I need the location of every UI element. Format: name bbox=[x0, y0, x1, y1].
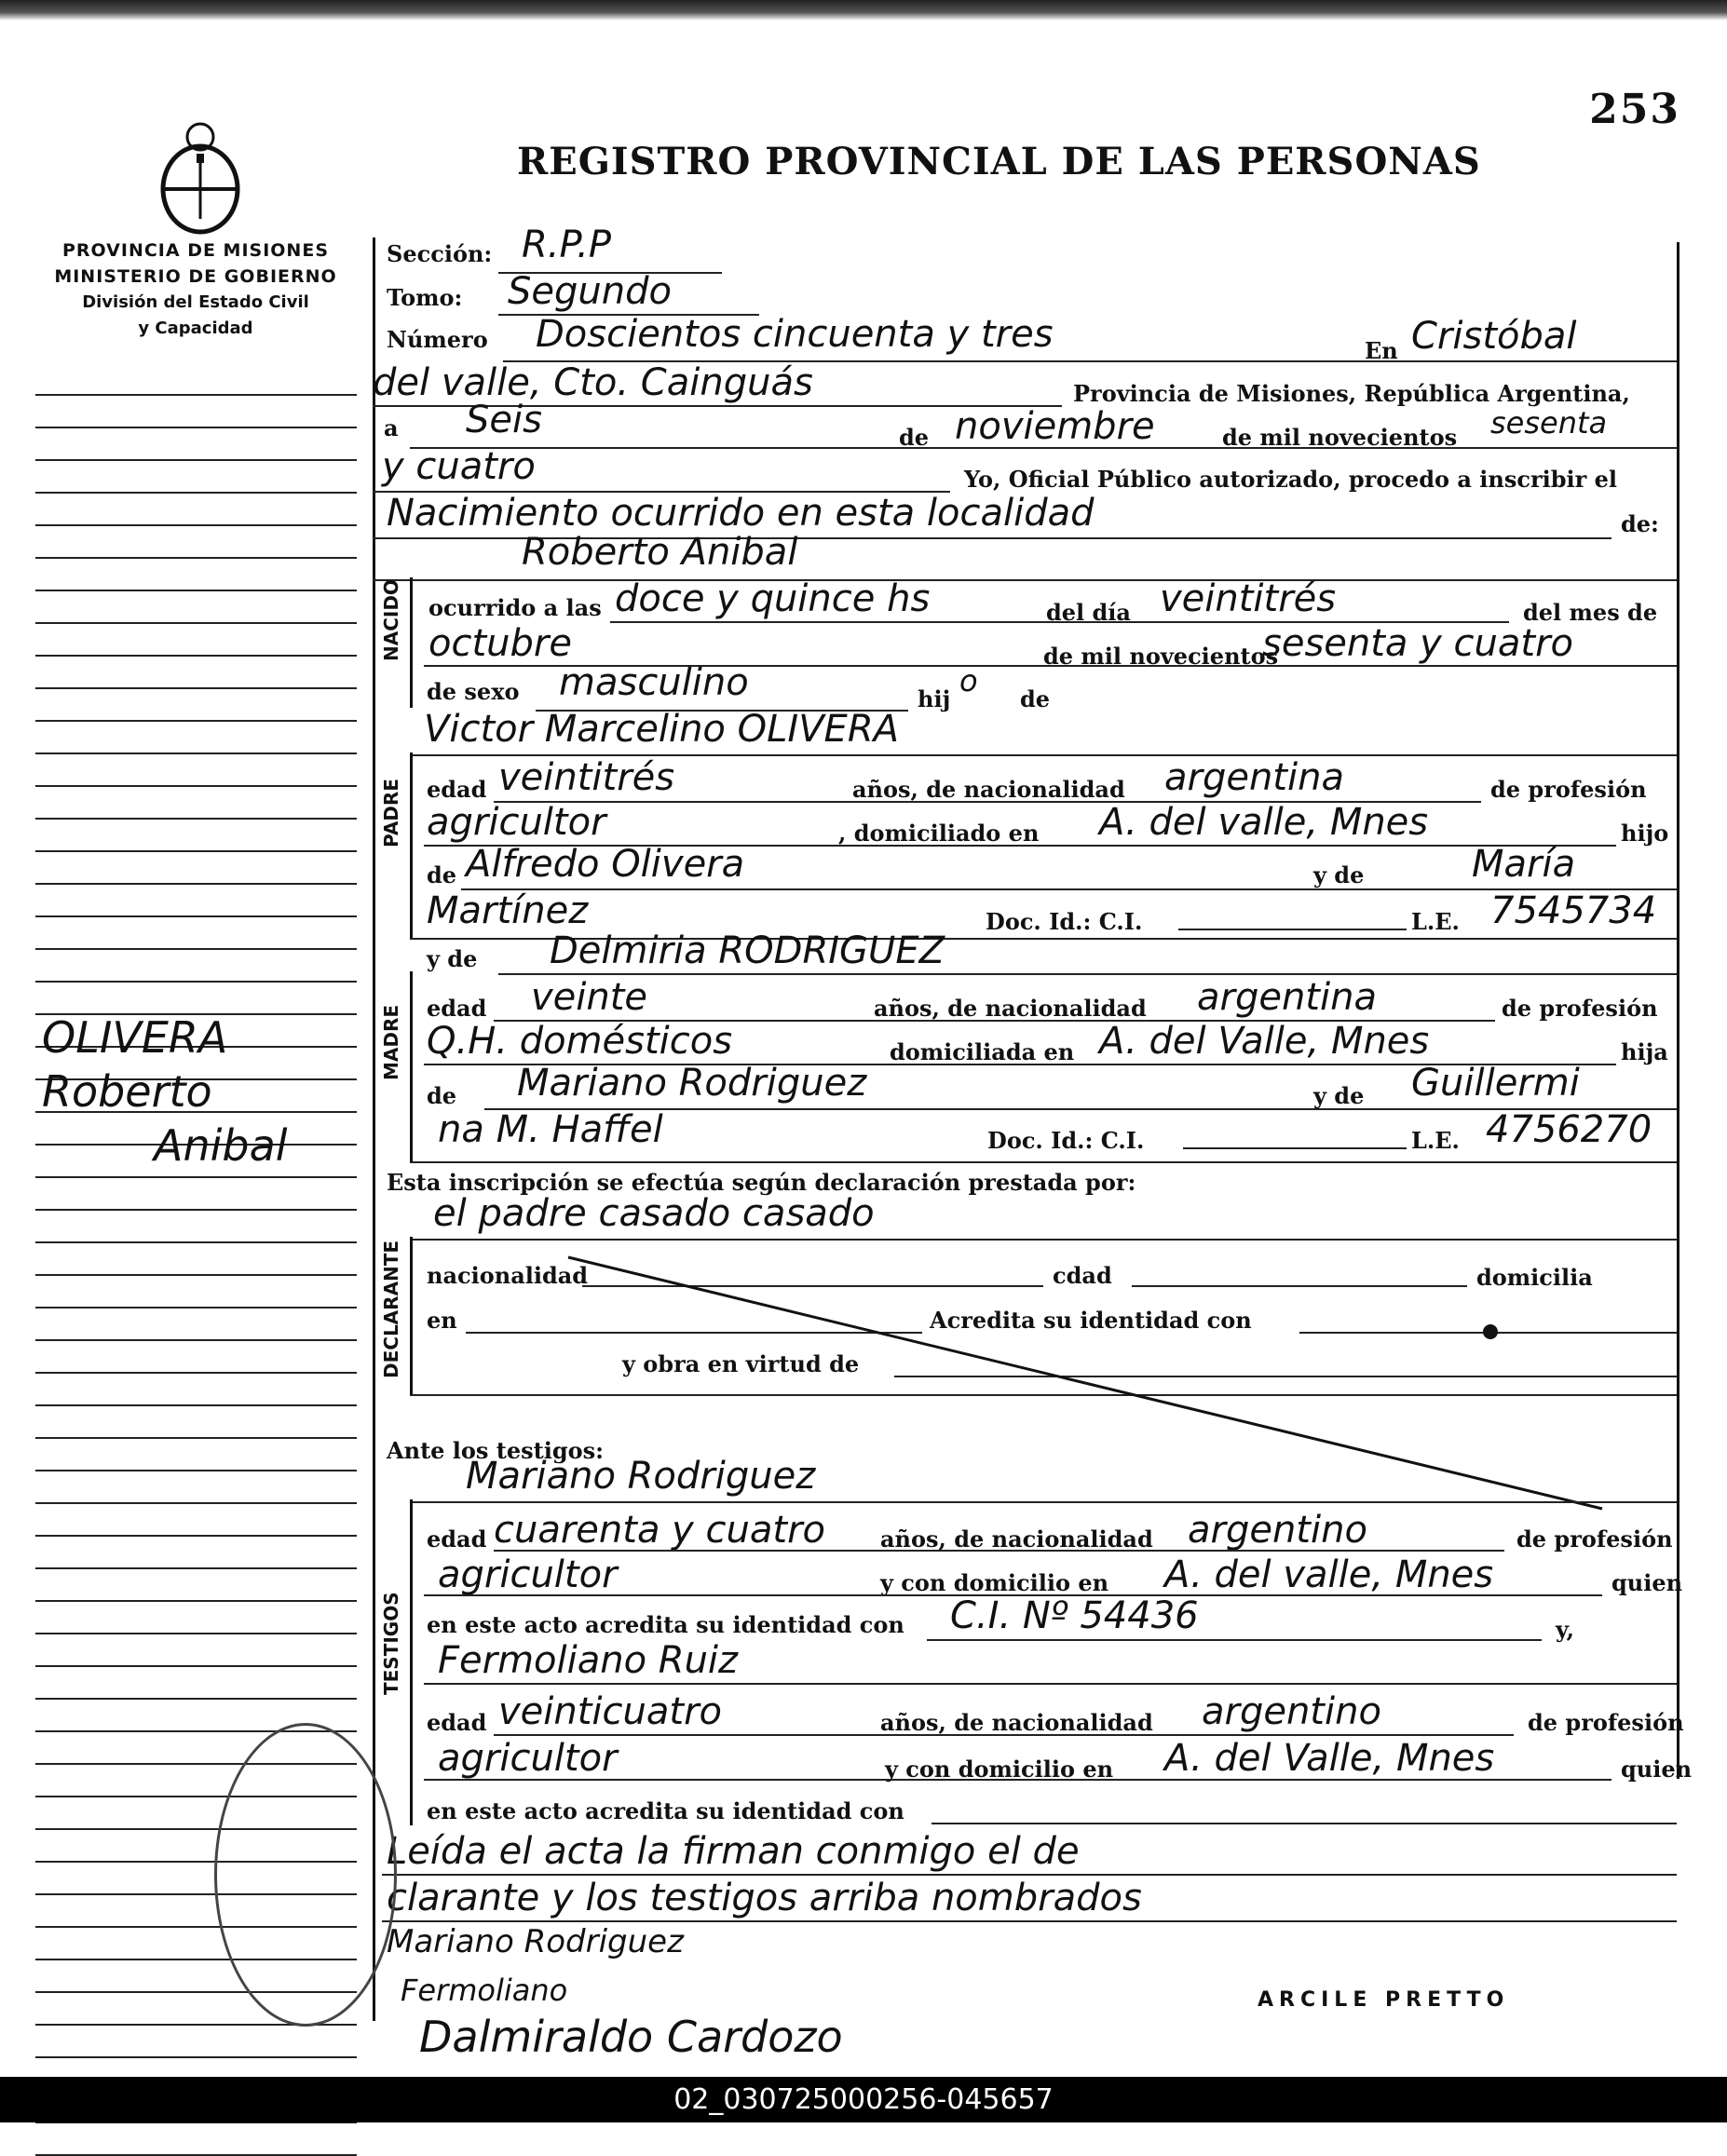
value-t2-nac: argentino bbox=[1202, 1690, 1381, 1733]
label-de-mil2: de mil novecientos bbox=[1043, 643, 1279, 670]
margin-rule-line bbox=[35, 1667, 357, 1700]
value-sexo: masculino bbox=[559, 661, 749, 704]
value-anio-nac: sesenta y cuatro bbox=[1262, 622, 1574, 665]
official-stamp-text: ARCILE PRETTO bbox=[1258, 1988, 1510, 2012]
label-y-de-madre: y de bbox=[427, 945, 478, 972]
label-edad-t2: edad bbox=[427, 1709, 487, 1736]
margin-rule-line bbox=[35, 1537, 357, 1569]
label-hija: hija bbox=[1621, 1038, 1668, 1065]
value-padre-y-de: María bbox=[1472, 843, 1576, 886]
value-madre-y-de2: na M. Haffel bbox=[438, 1108, 663, 1151]
org-line-2: MINISTERIO DE GOBIERNO bbox=[54, 266, 337, 287]
label-domiciliada: domiciliada en bbox=[890, 1038, 1075, 1065]
label-nacionalidad: nacionalidad bbox=[427, 1262, 589, 1289]
margin-rule-line bbox=[35, 526, 357, 559]
label-de-madre: de bbox=[427, 1082, 457, 1109]
label-doc-id: Doc. Id.: C.I. bbox=[986, 908, 1143, 935]
line bbox=[410, 1499, 1677, 1503]
value-mes-nac: octubre bbox=[428, 622, 572, 665]
line bbox=[498, 971, 1677, 975]
label-y-de-madre2: y de bbox=[1313, 1082, 1365, 1109]
form-frame-right bbox=[1677, 242, 1679, 1779]
margin-rule-line bbox=[35, 1309, 357, 1341]
value-madre-dom: A. del Valle, Mnes bbox=[1099, 1020, 1430, 1063]
line bbox=[927, 1637, 1542, 1641]
value-madre-nac: argentina bbox=[1197, 976, 1377, 1019]
label-de-profesion-madre: de profesión bbox=[1502, 995, 1658, 1022]
value-testigo1: Mariano Rodriguez bbox=[466, 1455, 816, 1498]
margin-rule-line bbox=[35, 1406, 357, 1439]
value-padre-dom: A. del valle, Mnes bbox=[1099, 801, 1429, 844]
section-padre: PADRE bbox=[380, 779, 402, 847]
scan-edge bbox=[0, 0, 1727, 20]
value-t2-prof: agricultor bbox=[438, 1737, 618, 1780]
value-anio2: y cuatro bbox=[382, 445, 536, 488]
margin-rule-line bbox=[35, 1276, 357, 1309]
label-y-de: y de bbox=[1313, 861, 1365, 888]
margin-rule-line bbox=[35, 461, 357, 494]
section-madre: MADRE bbox=[380, 1004, 402, 1080]
margin-rule-line bbox=[35, 657, 357, 689]
label-a: a bbox=[384, 414, 399, 441]
label-inscripcion: Esta inscripción se efectúa según declaración prestada por: bbox=[387, 1169, 1136, 1196]
label-edad-madre: edad bbox=[427, 995, 487, 1022]
value-tomo: Segundo bbox=[508, 270, 672, 313]
margin-rule-line bbox=[35, 1471, 357, 1504]
label-domicilia: domicilia bbox=[1476, 1264, 1593, 1291]
value-seccion: R.P.P bbox=[522, 224, 611, 266]
value-numero: Doscientos cincuenta y tres bbox=[536, 313, 1054, 356]
value-madre-le: 4756270 bbox=[1486, 1108, 1652, 1151]
value-mes: noviembre bbox=[955, 405, 1155, 448]
line bbox=[931, 1821, 1677, 1824]
margin-name-note bbox=[42, 1010, 349, 1173]
label-de2: de bbox=[1020, 685, 1051, 712]
label-del-dia: del día bbox=[1046, 599, 1131, 626]
org-line-3: División del Estado Civil bbox=[82, 292, 309, 312]
value-t1-nac: argentino bbox=[1188, 1509, 1367, 1552]
line bbox=[424, 1681, 1677, 1685]
value-padre-le: 7545734 bbox=[1490, 889, 1657, 932]
value-t1-edad: cuarenta y cuatro bbox=[494, 1509, 826, 1552]
margin-rule-line bbox=[35, 1374, 357, 1406]
section-divider bbox=[410, 753, 413, 939]
line bbox=[1178, 927, 1407, 930]
margin-rule-line bbox=[35, 494, 357, 526]
label-de: de bbox=[899, 424, 930, 451]
value-t1-doc: C.I. Nº 54436 bbox=[950, 1594, 1199, 1637]
margin-rule-line bbox=[35, 1439, 357, 1471]
label-acredita-t1: en este acto acredita su identidad con bbox=[427, 1611, 904, 1638]
margin-rule-line bbox=[35, 1569, 357, 1602]
line bbox=[494, 1548, 1504, 1552]
coat-of-arms-icon bbox=[144, 116, 256, 237]
label-de-profesion-t1: de profesión bbox=[1516, 1525, 1673, 1553]
line bbox=[494, 1732, 1514, 1736]
margin-rule-line bbox=[35, 1243, 357, 1276]
value-padre-y-de2: Martínez bbox=[427, 889, 589, 932]
label-testigos: Ante los testigos: bbox=[387, 1437, 605, 1464]
margin-rule-line bbox=[35, 885, 357, 917]
margin-rule-line bbox=[35, 1178, 357, 1211]
label-anios-nac: años, de nacionalidad bbox=[852, 776, 1125, 803]
margin-rule-line bbox=[35, 689, 357, 722]
label-con-domicilio-t2: y con domicilio en bbox=[885, 1756, 1114, 1783]
value-padre-edad: veintitrés bbox=[498, 756, 675, 799]
margin-rule-line bbox=[35, 1341, 357, 1374]
signature-3: Dalmiraldo Cardozo bbox=[419, 2012, 843, 2062]
margin-rule-line bbox=[35, 428, 357, 461]
label-hijo: hijo bbox=[1621, 820, 1669, 847]
label-yo: Yo, Oficial Público autorizado, procedo a inscribir el bbox=[964, 466, 1618, 493]
margin-surname: OLIVERA bbox=[42, 1012, 228, 1063]
value-t1-dom: A. del valle, Mnes bbox=[1164, 1553, 1494, 1596]
value-lugar: del valle, Cto. Cainguás bbox=[373, 361, 813, 404]
value-padre-de: Alfredo Olivera bbox=[466, 843, 745, 886]
label-anios-nac-t2: años, de nacionalidad bbox=[880, 1709, 1153, 1736]
section-nacido: NACIDO bbox=[380, 579, 402, 661]
margin-rule-line bbox=[35, 591, 357, 624]
margin-rule-line bbox=[35, 754, 357, 787]
label-de-profesion-t2: de profesión bbox=[1528, 1709, 1684, 1736]
label-doc-id-madre: Doc. Id.: C.I. bbox=[987, 1127, 1145, 1154]
value-evento: Nacimiento ocurrido en esta localidad bbox=[387, 492, 1095, 535]
label-y-comma: y, bbox=[1556, 1616, 1575, 1643]
margin-rule-line bbox=[35, 2026, 357, 2058]
label-provincia: Provincia de Misiones, República Argentina, bbox=[1073, 380, 1630, 407]
margin-rule-line bbox=[35, 820, 357, 852]
label-edad-t1: edad bbox=[427, 1525, 487, 1553]
margin-rule-line bbox=[35, 363, 357, 396]
label-ocurrido: ocurrido a las bbox=[428, 594, 602, 621]
label-de-mil: de mil novecientos bbox=[1222, 424, 1458, 451]
value-t2-dom: A. del Valle, Mnes bbox=[1164, 1737, 1495, 1780]
label-acredita-t2: en este acto acredita su identidad con bbox=[427, 1797, 904, 1824]
org-line-4: y Capacidad bbox=[138, 319, 253, 338]
label-le: L.E. bbox=[1411, 908, 1460, 935]
margin-rule-line bbox=[35, 950, 357, 983]
margin-rule-line bbox=[35, 917, 357, 950]
value-declarante: el padre casado casado bbox=[433, 1192, 875, 1235]
line bbox=[382, 1872, 1677, 1876]
document-title: REGISTRO PROVINCIAL DE LAS PERSONAS bbox=[517, 140, 1481, 183]
label-en2: en bbox=[427, 1307, 457, 1334]
label-tomo: Tomo: bbox=[387, 284, 463, 311]
value-t1-prof: agricultor bbox=[438, 1553, 618, 1596]
label-le-madre: L.E. bbox=[1411, 1127, 1460, 1154]
value-madre-prof: Q.H. domésticos bbox=[427, 1020, 733, 1063]
value-madre-edad: veinte bbox=[531, 976, 648, 1019]
value-hij: o bbox=[959, 663, 978, 698]
page-number: 253 bbox=[1589, 86, 1680, 133]
value-dia-nac: veintitrés bbox=[1160, 577, 1337, 620]
margin-given-2: Anibal bbox=[154, 1120, 288, 1171]
label-de3: de bbox=[427, 861, 457, 888]
label-hij: hij bbox=[918, 685, 951, 712]
margin-rule-line bbox=[35, 559, 357, 591]
section-declarante: DECLARANTE bbox=[380, 1240, 402, 1378]
value-madre: Delmiria RODRIGUEZ bbox=[550, 929, 945, 972]
margin-rule-line bbox=[35, 1602, 357, 1634]
value-madre-y-de: Guillermi bbox=[1411, 1062, 1580, 1105]
value-anio: sesenta bbox=[1490, 405, 1608, 441]
value-madre-de: Mariano Rodriguez bbox=[517, 1062, 867, 1105]
line bbox=[410, 1159, 1677, 1163]
margin-rule-line bbox=[35, 2123, 357, 2156]
margin-rule-line bbox=[35, 1211, 357, 1243]
margin-rule-line bbox=[35, 787, 357, 820]
margin-given-1: Roberto bbox=[42, 1066, 212, 1117]
label-en: En bbox=[1365, 337, 1398, 364]
label-de-colon: de: bbox=[1621, 510, 1659, 537]
label-del-mes: del mes de bbox=[1523, 599, 1658, 626]
line bbox=[373, 577, 1677, 581]
line bbox=[1183, 1146, 1407, 1149]
section-divider bbox=[410, 1499, 413, 1825]
line bbox=[382, 1919, 1677, 1922]
closing-line-2: clarante y los testigos arriba nombrados bbox=[387, 1877, 1142, 1919]
label-cdad: cdad bbox=[1053, 1262, 1112, 1289]
label-con-domicilio-t1: y con domicilio en bbox=[880, 1569, 1109, 1596]
value-t2-edad: veinticuatro bbox=[498, 1690, 722, 1733]
label-anios-nac-madre: años, de nacionalidad bbox=[874, 995, 1147, 1022]
closing-line-1: Leída el acta la firman conmigo el de bbox=[387, 1830, 1080, 1873]
label-anios-nac-t1: años, de nacionalidad bbox=[880, 1525, 1153, 1553]
section-divider bbox=[410, 971, 413, 1162]
signature-2: Fermoliano bbox=[401, 1973, 568, 2008]
margin-rule-line bbox=[35, 1634, 357, 1667]
label-edad: edad bbox=[427, 776, 487, 803]
label-domiciliado: , domiciliado en bbox=[838, 820, 1040, 847]
document-id-bar: 02_030725000256-045657 bbox=[0, 2077, 1727, 2122]
value-testigo2: Fermoliano Ruiz bbox=[438, 1639, 739, 1682]
margin-rule-line bbox=[35, 624, 357, 657]
label-quien-t2: quien bbox=[1621, 1756, 1693, 1783]
line bbox=[410, 445, 1677, 449]
margin-rule-line bbox=[35, 852, 357, 885]
line bbox=[424, 1777, 1611, 1781]
section-testigos: TESTIGOS bbox=[380, 1592, 402, 1695]
round-stamp bbox=[214, 1723, 397, 2027]
label-de-profesion: de profesión bbox=[1490, 776, 1647, 803]
signature-1: Mariano Rodriguez bbox=[387, 1923, 684, 1960]
label-de-sexo: de sexo bbox=[427, 678, 520, 705]
value-nombre: Roberto Anibal bbox=[522, 531, 798, 574]
value-padre: Victor Marcelino OLIVERA bbox=[424, 708, 899, 751]
margin-rule-line bbox=[35, 722, 357, 754]
margin-rule-line bbox=[35, 396, 357, 428]
issuing-office bbox=[37, 237, 354, 342]
value-dia: Seis bbox=[466, 399, 542, 441]
margin-rule-line bbox=[35, 1504, 357, 1537]
label-obra: y obra en virtud de bbox=[622, 1350, 860, 1377]
value-padre-prof: agricultor bbox=[427, 801, 606, 844]
org-line-1: PROVINCIA DE MISIONES bbox=[61, 240, 330, 261]
label-numero: Número bbox=[387, 326, 488, 353]
label-seccion: Sección: bbox=[387, 240, 493, 267]
value-en: Cristóbal bbox=[1411, 315, 1577, 358]
label-quien-t1: quien bbox=[1611, 1569, 1683, 1596]
value-padre-nac: argentina bbox=[1164, 756, 1344, 799]
label-acredita: Acredita su identidad con bbox=[930, 1307, 1252, 1334]
value-hora: doce y quince hs bbox=[615, 577, 931, 620]
section-divider bbox=[410, 577, 413, 708]
